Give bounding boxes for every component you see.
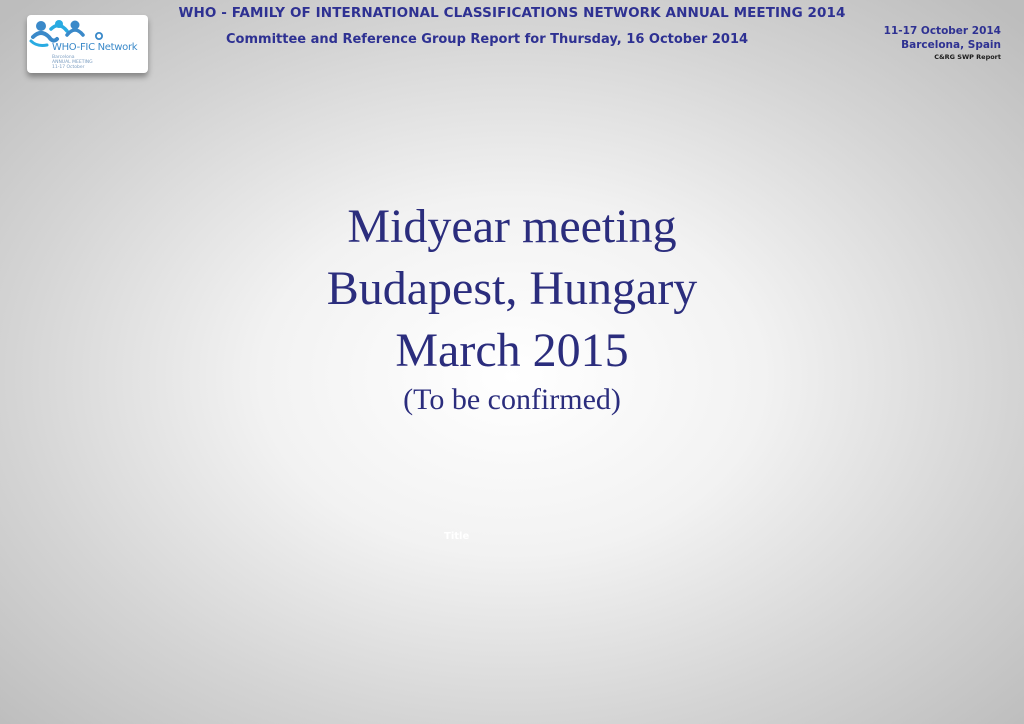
title-placeholder: Title (444, 531, 470, 542)
logo-line-2: ANNUAL MEETING (52, 60, 93, 65)
slide-line-2: Budapest, Hungary (326, 262, 698, 315)
logo-name: WHO-FIC Network (52, 42, 138, 53)
header-title: WHO - FAMILY OF INTERNATIONAL CLASSIFICATIONS NETWORK ANNUAL MEETING 2014 (178, 5, 846, 21)
logo-line-3: 11-17 October (52, 65, 85, 70)
who-fic-logo (27, 15, 148, 73)
logo-line-1: Barcelona (52, 55, 75, 60)
header-subtitle: Committee and Reference Group Report for Thursday, 16 October 2014 (226, 32, 749, 47)
slide-note: (To be confirmed) (403, 383, 621, 416)
slide-body (0, 196, 1024, 418)
slide-line-1: Midyear meeting (347, 200, 677, 253)
slide-line-3: March 2015 (395, 324, 629, 377)
header-meta (884, 24, 1001, 62)
header-location: Barcelona, Spain (901, 39, 1001, 51)
header-report: C&RG SWP Report (934, 53, 1001, 61)
header-dates: 11-17 October 2014 (883, 25, 1001, 37)
